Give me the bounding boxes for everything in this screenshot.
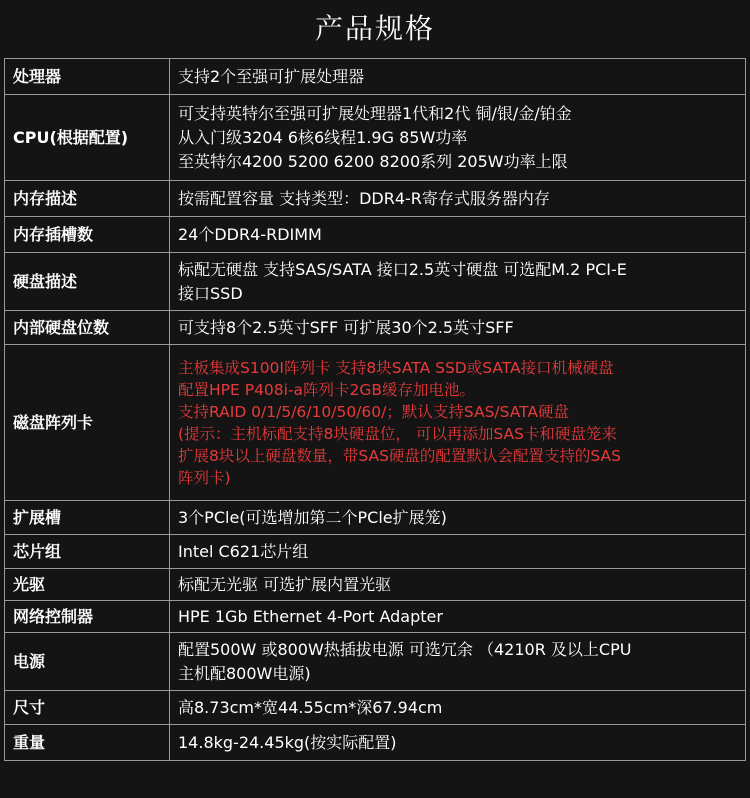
table-row: [5, 181, 746, 217]
row-label-network-controller: 网络控制器: [5, 601, 170, 633]
table-row: [5, 633, 746, 691]
value-line: 至英特尔4200 5200 6200 8200系列 205W功率上限: [178, 151, 568, 171]
row-label-raid-card: 磁盘阵列卡: [5, 345, 170, 501]
spec-table: [4, 58, 746, 761]
value-line: 主板集成S100I阵列卡 支持8块SATA SSD或SATA接口机械硬盘: [178, 358, 614, 377]
row-value-power: [170, 633, 746, 691]
row-label-cpu: CPU(根据配置): [5, 95, 170, 181]
value-line: 接口SSD: [178, 283, 243, 303]
row-label-drive-bays: 内部硬盘位数: [5, 311, 170, 345]
row-label-storage: 硬盘描述: [5, 253, 170, 311]
value-line: HPE 1Gb Ethernet 4-Port Adapter: [178, 606, 443, 626]
row-label-memory-slots: 内存插槽数: [5, 217, 170, 253]
value-line: Intel C621芯片组: [178, 541, 309, 561]
table-row: [5, 725, 746, 761]
row-value-optical-drive: [170, 569, 746, 601]
value-line: 24个DDR4-RDIMM: [178, 224, 322, 244]
value-line: 按需配置容量 支持类型：DDR4-R寄存式服务器内存: [178, 188, 550, 208]
value-line: (提示：主机标配支持8块硬盘位， 可以再添加SAS卡和硬盘笼来: [178, 424, 617, 443]
row-value-expansion-slots: [170, 501, 746, 535]
row-value-chipset: [170, 535, 746, 569]
table-row: [5, 95, 746, 181]
value-line: 扩展8块以上硬盘数量，带SAS硬盘的配置默认会配置支持的SAS: [178, 446, 622, 465]
table-row: [5, 217, 746, 253]
row-label-dimensions: 尺寸: [5, 691, 170, 725]
row-value-drive-bays: [170, 311, 746, 345]
table-row: [5, 601, 746, 633]
value-line: 高8.73cm*宽44.55cm*深67.94cm: [178, 697, 443, 717]
value-line: 14.8kg-24.45kg(按实际配置): [178, 732, 397, 752]
page-title: 产品规格: [314, 12, 435, 45]
value-line: 配置HPE P408i-a阵列卡2GB缓存加电池。: [178, 380, 476, 399]
row-value-memory-slots: [170, 217, 746, 253]
table-row: [5, 253, 746, 311]
row-label-memory: 内存描述: [5, 181, 170, 217]
row-label-optical-drive: 光驱: [5, 569, 170, 601]
table-row: [5, 345, 746, 501]
row-value-processor: [170, 59, 746, 95]
row-value-cpu: [170, 95, 746, 181]
table-row: [5, 691, 746, 725]
table-row: [5, 501, 746, 535]
value-line: 阵列卡): [178, 468, 231, 487]
value-line: 主机配800W电源): [178, 663, 311, 683]
row-label-weight: 重量: [5, 725, 170, 761]
value-line: 支持2个至强可扩展处理器: [178, 66, 365, 86]
row-label-processor: 处理器: [5, 59, 170, 95]
row-value-raid-card: [170, 345, 746, 501]
row-label-power: 电源: [5, 633, 170, 691]
row-value-memory: [170, 181, 746, 217]
value-line: 配置500W 或800W热插拔电源 可选冗余 （4210R 及以上CPU: [178, 639, 632, 659]
table-row: [5, 569, 746, 601]
table-row: [5, 59, 746, 95]
row-value-weight: [170, 725, 746, 761]
table-row: [5, 535, 746, 569]
value-line: 标配无硬盘 支持SAS/SATA 接口2.5英寸硬盘 可选配M.2 PCI-E: [178, 259, 627, 279]
table-row: [5, 311, 746, 345]
value-line: 支持RAID 0/1/5/6/10/50/60/；默认支持SAS/SATA硬盘: [178, 402, 570, 421]
row-value-dimensions: [170, 691, 746, 725]
value-line: 从入门级3204 6核6线程1.9G 85W功率: [178, 127, 468, 147]
row-value-storage: [170, 253, 746, 311]
row-label-expansion-slots: 扩展槽: [5, 501, 170, 535]
row-label-chipset: 芯片组: [5, 535, 170, 569]
value-line: 可支持8个2.5英寸SFF 可扩展30个2.5英寸SFF: [178, 317, 514, 337]
value-line: 可支持英特尔至强可扩展处理器1代和2代 铜/银/金/铂金: [178, 103, 572, 123]
value-line: 3个PCle(可选增加第二个PCle扩展笼): [178, 507, 447, 527]
value-line: 标配无光驱 可选扩展内置光驱: [178, 574, 392, 594]
row-value-network-controller: [170, 601, 746, 633]
